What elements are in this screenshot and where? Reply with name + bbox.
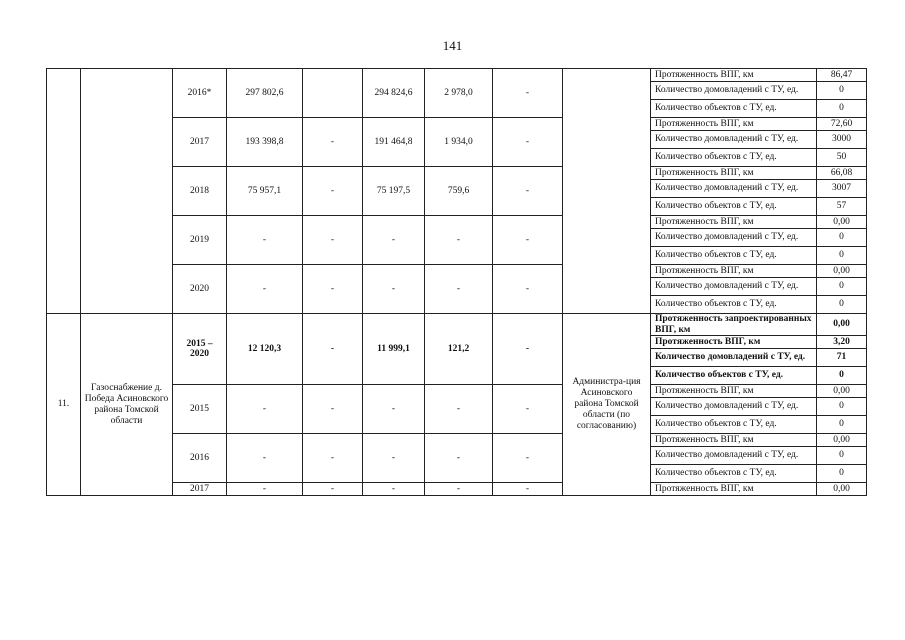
indicator-value: 50 bbox=[817, 149, 867, 167]
object-name-cell bbox=[81, 69, 173, 314]
organization-cell bbox=[563, 69, 651, 314]
regional-cell: 191 464,8 bbox=[363, 118, 425, 167]
other-cell: - bbox=[493, 314, 563, 385]
indicator-label: Количество объектов с ТУ, ед. bbox=[651, 198, 817, 216]
indicator-value: 0,00 bbox=[817, 216, 867, 229]
indicator-label: Количество домовладений с ТУ, ед. bbox=[651, 398, 817, 416]
indicator-label: Протяженность ВПГ, км bbox=[651, 483, 817, 496]
federal-cell: - bbox=[303, 483, 363, 496]
indicator-label: Количество объектов с ТУ, ед. bbox=[651, 367, 817, 385]
local-cell: 121,2 bbox=[425, 314, 493, 385]
federal-cell: - bbox=[303, 434, 363, 483]
indicator-value: 0 bbox=[817, 465, 867, 483]
indicator-value: 0,00 bbox=[817, 314, 867, 336]
indicator-value: 0 bbox=[817, 247, 867, 265]
object-number-cell bbox=[47, 69, 81, 314]
total-cell: - bbox=[227, 434, 303, 483]
regional-cell: - bbox=[363, 216, 425, 265]
indicator-label: Количество объектов с ТУ, ед. bbox=[651, 149, 817, 167]
indicator-value: 86,47 bbox=[817, 69, 867, 82]
local-cell: - bbox=[425, 385, 493, 434]
indicator-label: Протяженность ВПГ, км bbox=[651, 336, 817, 349]
indicator-label: Протяженность ВПГ, км bbox=[651, 167, 817, 180]
regional-cell: - bbox=[363, 483, 425, 496]
indicator-label: Количество объектов с ТУ, ед. bbox=[651, 296, 817, 314]
indicator-label: Количество объектов с ТУ, ед. bbox=[651, 465, 817, 483]
table-row bbox=[47, 314, 867, 336]
indicator-label: Протяженность ВПГ, км bbox=[651, 216, 817, 229]
total-cell: - bbox=[227, 265, 303, 314]
indicator-value: 72,60 bbox=[817, 118, 867, 131]
indicator-label: Количество домовладений с ТУ, ед. bbox=[651, 229, 817, 247]
regional-cell: - bbox=[363, 434, 425, 483]
indicator-value: 0,00 bbox=[817, 385, 867, 398]
indicator-label: Протяженность ВПГ, км bbox=[651, 265, 817, 278]
indicator-label: Протяженность ВПГ, км bbox=[651, 385, 817, 398]
local-cell: - bbox=[425, 265, 493, 314]
total-cell: 12 120,3 bbox=[227, 314, 303, 385]
total-cell: 193 398,8 bbox=[227, 118, 303, 167]
local-cell: 759,6 bbox=[425, 167, 493, 216]
total-cell: - bbox=[227, 216, 303, 265]
total-cell: - bbox=[227, 385, 303, 434]
year-cell: 2020 bbox=[173, 265, 227, 314]
local-cell: 2 978,0 bbox=[425, 69, 493, 118]
indicator-value: 0 bbox=[817, 100, 867, 118]
year-cell: 2015 – 2020 bbox=[173, 314, 227, 385]
other-cell: - bbox=[493, 434, 563, 483]
indicator-value: 3,20 bbox=[817, 336, 867, 349]
regional-cell: 75 197,5 bbox=[363, 167, 425, 216]
federal-cell bbox=[303, 69, 363, 118]
other-cell: - bbox=[493, 118, 563, 167]
year-cell: 2015 bbox=[173, 385, 227, 434]
total-cell: 297 802,6 bbox=[227, 69, 303, 118]
regional-cell: 11 999,1 bbox=[363, 314, 425, 385]
indicator-value: 0 bbox=[817, 416, 867, 434]
indicator-value: 3000 bbox=[817, 131, 867, 149]
federal-cell: - bbox=[303, 167, 363, 216]
indicator-label: Количество домовладений с ТУ, ед. bbox=[651, 131, 817, 149]
indicator-value: 0 bbox=[817, 82, 867, 100]
indicator-label: Протяженность ВПГ, км bbox=[651, 434, 817, 447]
year-cell: 2016* bbox=[173, 69, 227, 118]
indicator-value: 0 bbox=[817, 398, 867, 416]
total-cell: 75 957,1 bbox=[227, 167, 303, 216]
local-cell: - bbox=[425, 483, 493, 496]
year-cell: 2017 bbox=[173, 483, 227, 496]
organization-cell: Администра-ция Асиновского района Томской области (по согласованию) bbox=[563, 314, 651, 496]
indicator-label: Протяженность ВПГ, км bbox=[651, 118, 817, 131]
page-number: 141 bbox=[442, 38, 463, 53]
regional-cell: 294 824,6 bbox=[363, 69, 425, 118]
federal-cell: - bbox=[303, 118, 363, 167]
indicator-value: 0 bbox=[817, 296, 867, 314]
other-cell: - bbox=[493, 216, 563, 265]
other-cell: - bbox=[493, 265, 563, 314]
indicator-label: Количество домовладений с ТУ, ед. bbox=[651, 447, 817, 465]
program-table bbox=[46, 68, 867, 496]
indicator-value: 57 bbox=[817, 198, 867, 216]
indicator-value: 0 bbox=[817, 278, 867, 296]
federal-cell: - bbox=[303, 265, 363, 314]
indicator-label: Количество объектов с ТУ, ед. bbox=[651, 416, 817, 434]
year-cell: 2018 bbox=[173, 167, 227, 216]
indicator-value: 0,00 bbox=[817, 483, 867, 496]
local-cell: - bbox=[425, 216, 493, 265]
indicator-value: 71 bbox=[817, 349, 867, 367]
federal-cell: - bbox=[303, 385, 363, 434]
year-cell: 2019 bbox=[173, 216, 227, 265]
indicator-label: Количество домовладений с ТУ, ед. bbox=[651, 349, 817, 367]
year-cell: 2016 bbox=[173, 434, 227, 483]
year-cell: 2017 bbox=[173, 118, 227, 167]
other-cell: - bbox=[493, 483, 563, 496]
indicator-label: Протяженность ВПГ, км bbox=[651, 69, 817, 82]
indicator-label: Количество домовладений с ТУ, ед. bbox=[651, 278, 817, 296]
object-number-cell: 11. bbox=[47, 314, 81, 496]
indicator-label: Количество домовладений с ТУ, ед. bbox=[651, 82, 817, 100]
indicator-value: 66,08 bbox=[817, 167, 867, 180]
indicator-label: Количество домовладений с ТУ, ед. bbox=[651, 180, 817, 198]
indicator-value: 0,00 bbox=[817, 265, 867, 278]
regional-cell: - bbox=[363, 265, 425, 314]
table-body bbox=[47, 69, 867, 496]
indicator-label: Количество объектов с ТУ, ед. bbox=[651, 247, 817, 265]
other-cell: - bbox=[493, 69, 563, 118]
indicator-value: 0 bbox=[817, 447, 867, 465]
indicator-value: 3007 bbox=[817, 180, 867, 198]
federal-cell: - bbox=[303, 216, 363, 265]
indicator-value: 0 bbox=[817, 367, 867, 385]
federal-cell: - bbox=[303, 314, 363, 385]
object-name-cell: Газоснабжение д. Победа Асиновского района Томской области bbox=[81, 314, 173, 496]
local-cell: 1 934,0 bbox=[425, 118, 493, 167]
indicator-value: 0 bbox=[817, 229, 867, 247]
local-cell: - bbox=[425, 434, 493, 483]
other-cell: - bbox=[493, 385, 563, 434]
other-cell: - bbox=[493, 167, 563, 216]
total-cell: - bbox=[227, 483, 303, 496]
indicator-value: 0,00 bbox=[817, 434, 867, 447]
indicator-label: Количество объектов с ТУ, ед. bbox=[651, 100, 817, 118]
table-row bbox=[47, 69, 867, 82]
regional-cell: - bbox=[363, 385, 425, 434]
indicator-label: Протяженность запроектированных ВПГ, км bbox=[651, 314, 817, 336]
